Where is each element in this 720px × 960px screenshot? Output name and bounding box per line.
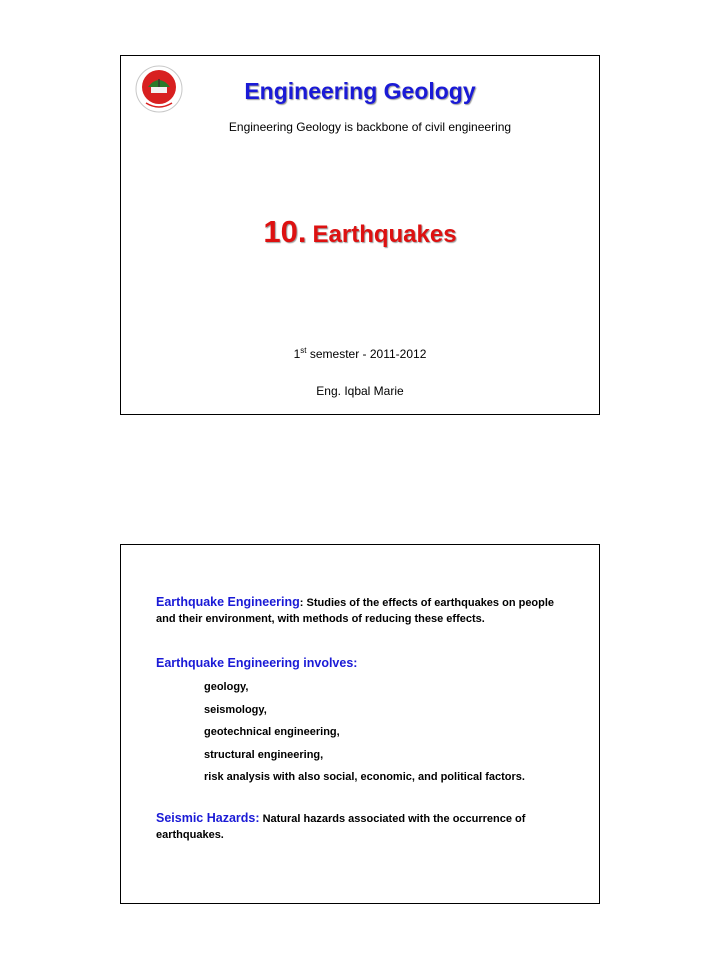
- author-name: Eng. Iqbal Marie: [316, 384, 404, 398]
- chapter-heading: [121, 214, 599, 250]
- semester-ordinal: st: [300, 346, 307, 355]
- definition-seismic-hazards: [156, 810, 576, 843]
- list-item: geotechnical engineering,: [204, 726, 340, 738]
- list-item: risk analysis with also social, economic, and political factors.: [204, 771, 525, 783]
- chapter-title: Earthquakes: [312, 221, 457, 248]
- slide-subtitle: Engineering Geology is backbone of civil engineering: [228, 120, 512, 134]
- slide-title: [120, 55, 600, 415]
- semester-text: semester - 2011-2012: [306, 347, 427, 361]
- involves-list: [204, 679, 525, 792]
- semester-line: [121, 346, 599, 361]
- list-item: seismology,: [204, 703, 267, 716]
- involves-heading: [156, 655, 576, 672]
- term-earthquake-engineering: Earthquake Engineering: [156, 595, 300, 609]
- definition-earthquake-engineering: [156, 594, 576, 627]
- chapter-number: 10.: [263, 214, 307, 249]
- term-earthquake-engineering-definition: : Studies of the effects of earthquakes on people and their environment, with methods of reducing these effects.: [156, 597, 555, 625]
- slide-earthquake-engineering: [120, 544, 600, 904]
- involves-heading-colon: :: [353, 656, 358, 670]
- semester-number: 1: [293, 347, 301, 361]
- list-item: geology,: [204, 681, 249, 693]
- term-seismic-hazards-definition: Natural hazards associated with the occurrence of earthquakes.: [156, 813, 526, 841]
- term-seismic-hazards: Seismic Hazards:: [156, 811, 260, 825]
- involves-heading-text: Earthquake Engineering involves: [156, 656, 354, 670]
- slide-title-text: Engineering Geology: [244, 78, 476, 104]
- list-item: structural engineering,: [204, 748, 324, 761]
